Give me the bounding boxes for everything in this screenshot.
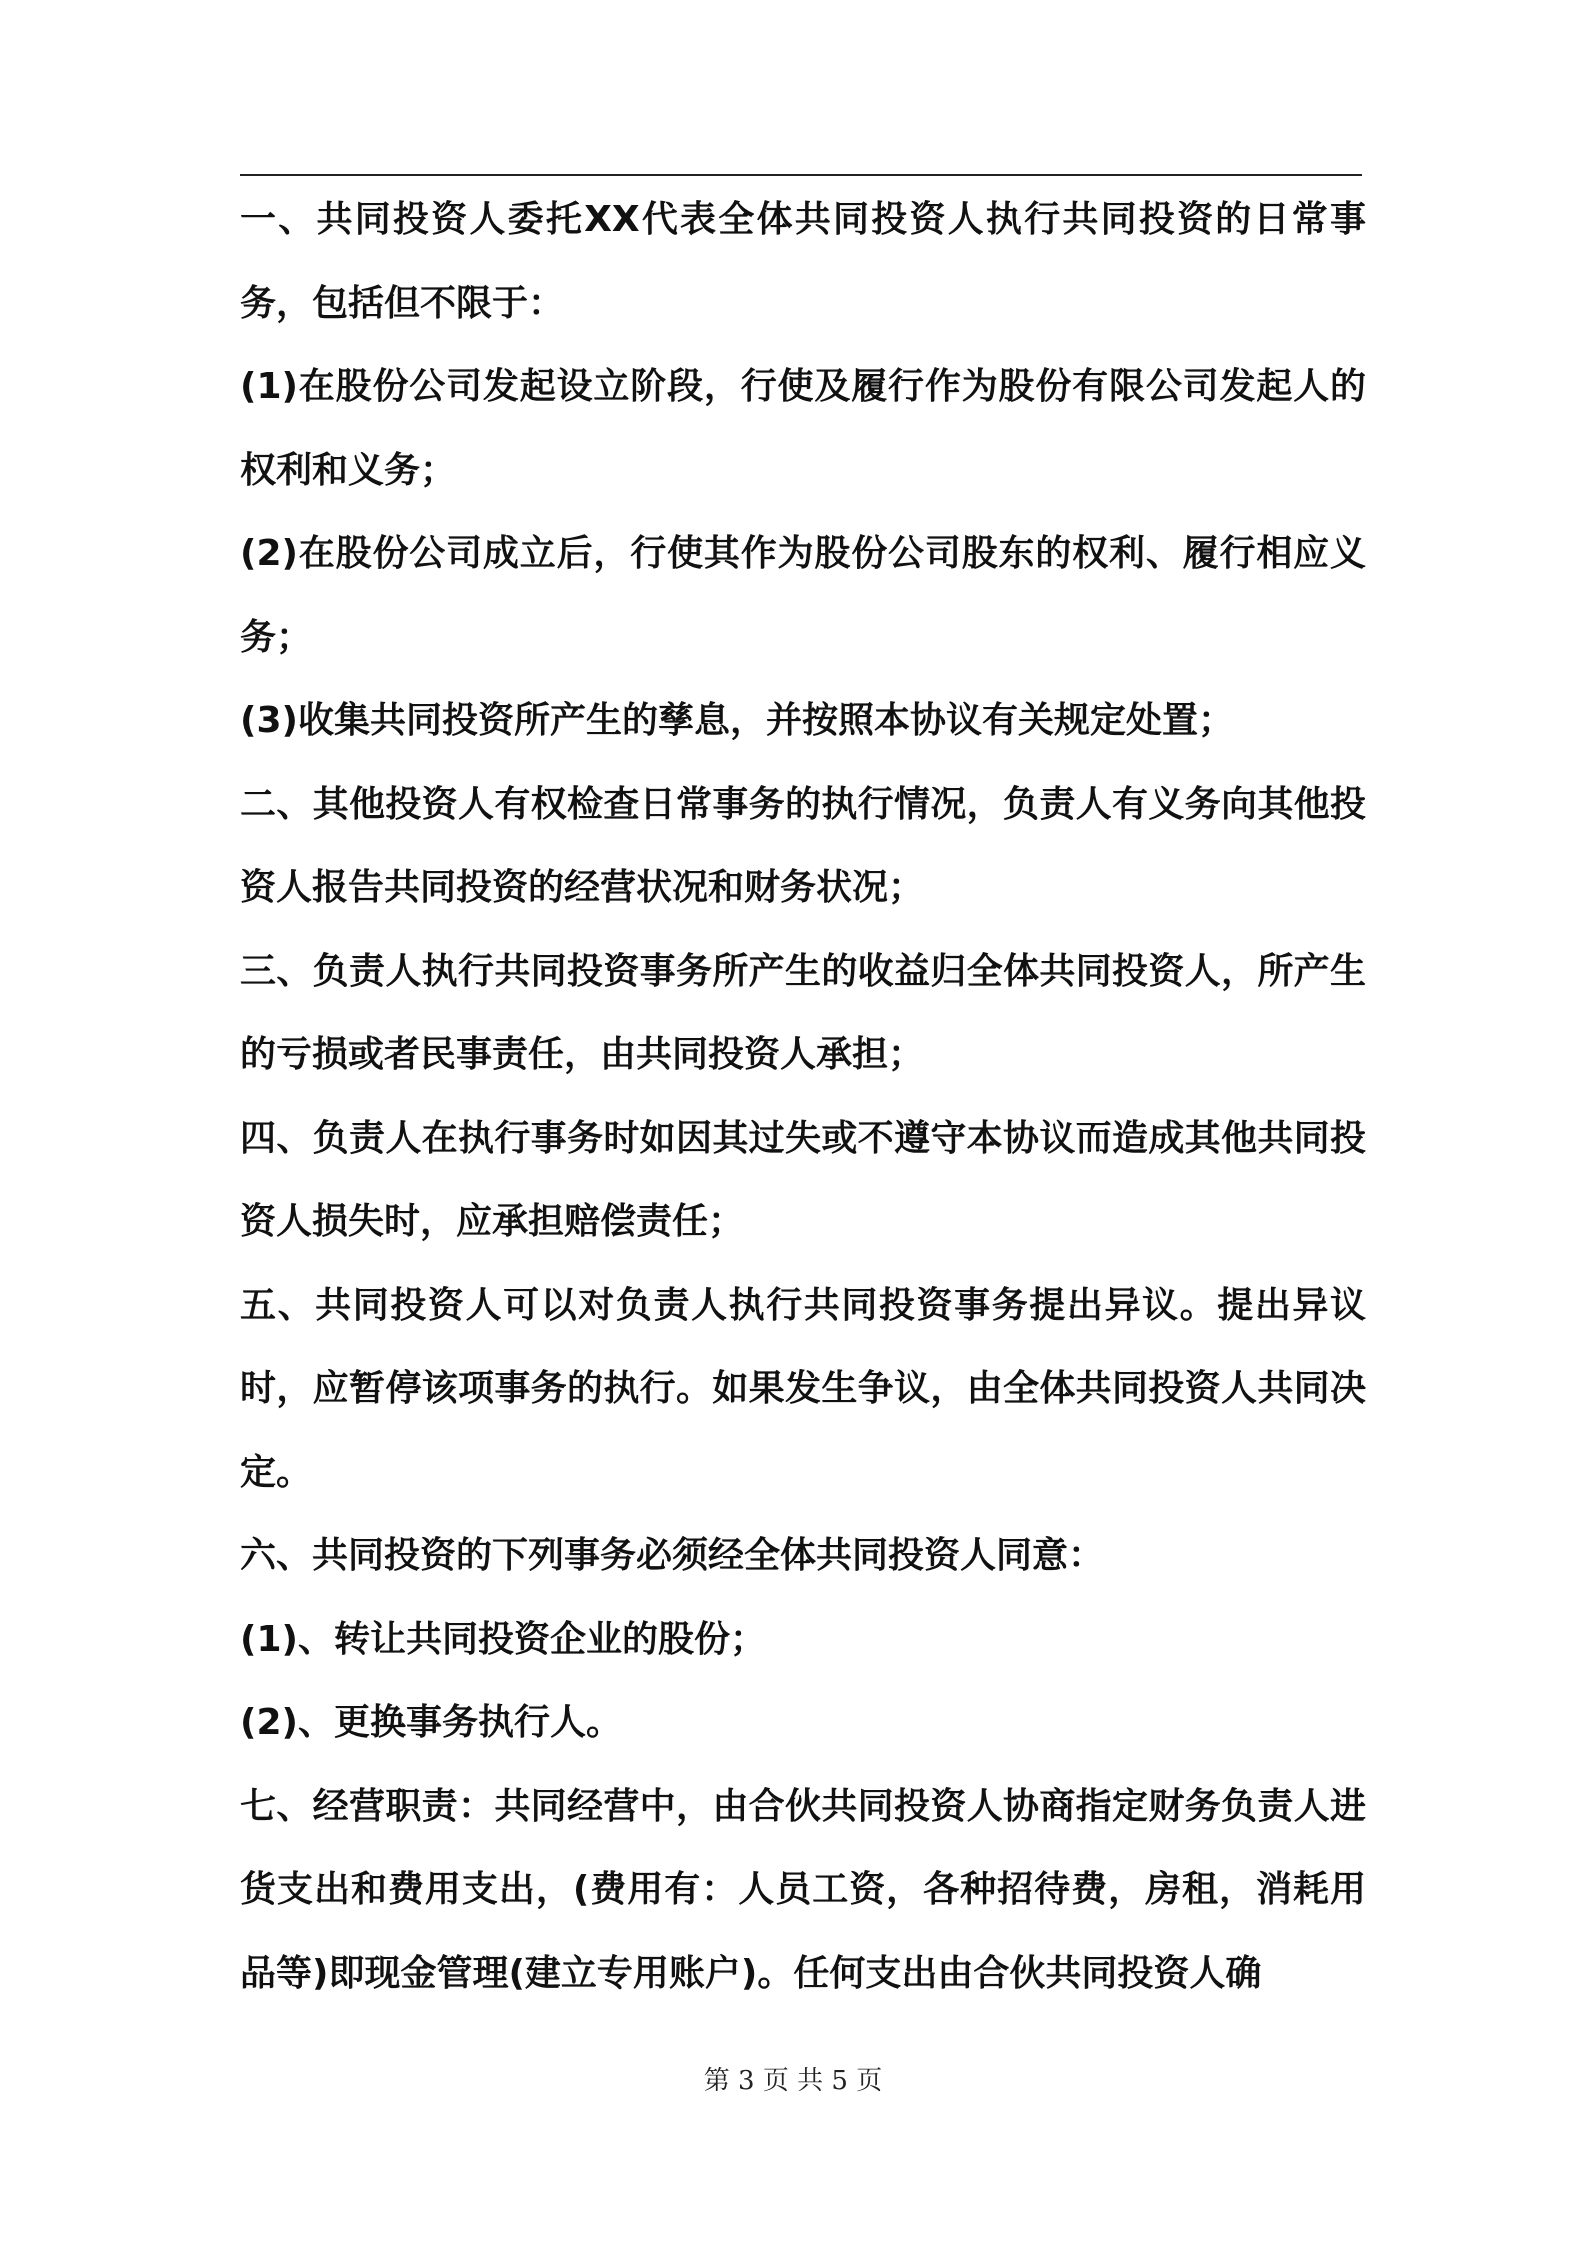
document-body xyxy=(240,178,1366,2015)
paragraph-6-item-2: (2)、更换事务执行人。 xyxy=(240,1702,622,1743)
paragraph-1: 一、共同投资人委托XX代表全体共同投资人执行共同投资的日常事务，包括但不限于： xyxy=(240,199,1366,324)
paragraph-7: 七、经营职责：共同经营中，由合伙共同投资人协商指定财务负责人进货支出和费用支出，(费用有：人员工资，各种招待费，房租，消耗用品等)即现金管理(建立专用账户)。任何支出由合伙共同投资人确 xyxy=(240,1785,1366,1994)
header-rule xyxy=(240,174,1362,176)
paragraph-4: 四、负责人在执行事务时如因其过失或不遵守本协议而造成其他共同投资人损失时，应承担赔偿责任； xyxy=(240,1117,1366,1242)
paragraph-1-item-2: (2)在股份公司成立后，行使其作为股份公司股东的权利、履行相应义务； xyxy=(240,533,1366,658)
paragraph-2: 二、其他投资人有权检查日常事务的执行情况，负责人有义务向其他投资人报告共同投资的经营状况和财务状况； xyxy=(240,783,1366,908)
paragraph-1-item-1: (1)在股份公司发起设立阶段，行使及履行作为股份有限公司发起人的权利和义务； xyxy=(240,366,1366,491)
paragraph-6-item-1: (1)、转让共同投资企业的股份； xyxy=(240,1618,766,1660)
paragraph-1-item-3: (3)收集共同投资所产生的孳息，并按照本协议有关规定处置； xyxy=(240,700,1234,741)
paragraph-5: 五、共同投资人可以对负责人执行共同投资事务提出异议。提出异议时，应暂停该项事务的执行。如果发生争议，由全体共同投资人共同决定。 xyxy=(240,1284,1366,1493)
page-number-footer: 第 3 页 共 5 页 xyxy=(703,2066,883,2096)
paragraph-6: 六、共同投资的下列事务必须经全体共同投资人同意： xyxy=(240,1535,1105,1576)
paragraph-3: 三、负责人执行共同投资事务所产生的收益归全体共同投资人，所产生的亏损或者民事责任，由共同投资人承担； xyxy=(240,950,1366,1075)
